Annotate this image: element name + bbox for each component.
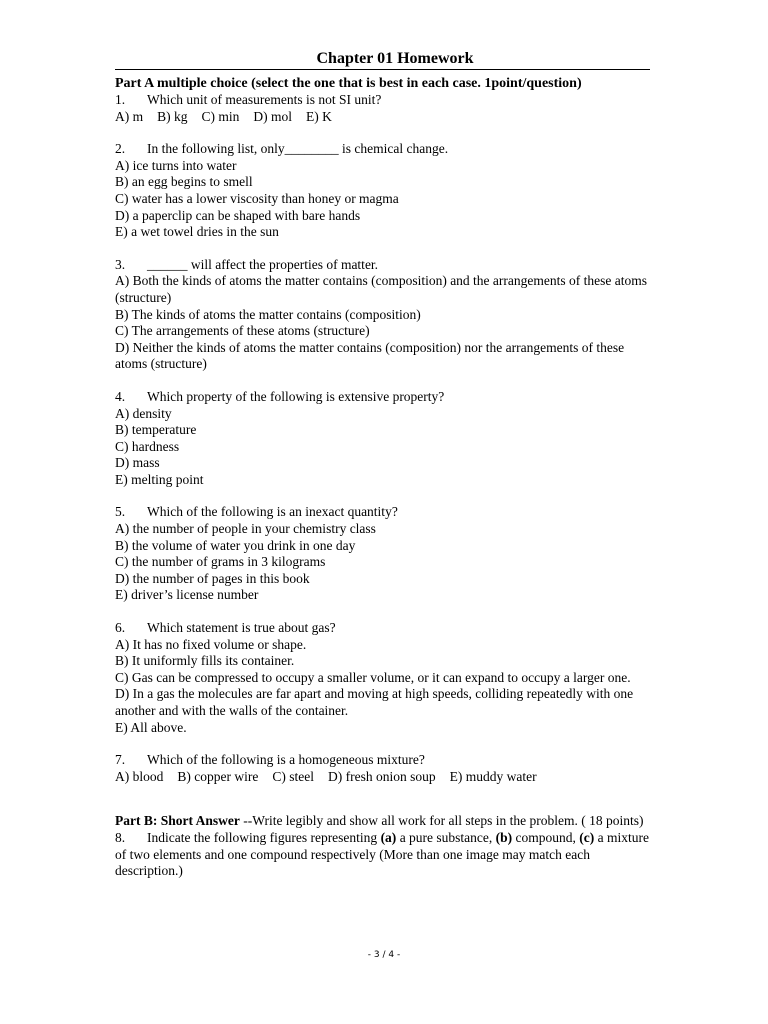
- option: D) the number of pages in this book: [115, 570, 310, 586]
- option: B) It uniformly fills its container.: [115, 653, 295, 669]
- option: E) K: [306, 108, 332, 124]
- option: C) steel: [272, 768, 314, 784]
- question-1-options: [115, 109, 655, 126]
- title-underline: [115, 69, 650, 70]
- question-3: 3. ______ will affect the properties of matter.: [115, 256, 379, 272]
- option: B) the volume of water you drink in one day: [115, 537, 356, 553]
- question-1: 1. Which unit of measurements is not SI unit?: [115, 92, 382, 107]
- part-b-header: Part B: Short Answer --Write legibly and show all work for all steps in the problem. ( 18 points): [115, 813, 644, 829]
- question-7-options: [115, 769, 655, 786]
- option: D) fresh onion soup: [327, 768, 436, 784]
- option: A) ice turns into water: [115, 157, 237, 173]
- option: C) Gas can be compressed to occupy a smaller volume, or it can expand to occupy a larger one.: [115, 669, 631, 685]
- option: E) melting point: [115, 471, 204, 487]
- option: A) It has no fixed volume or shape.: [115, 636, 307, 652]
- option: D) a paperclip can be shaped with bare hands: [115, 207, 361, 223]
- question-5: 5. Which of the following is an inexact quantity?: [115, 504, 398, 520]
- page-number: - 3 / 4 -: [367, 950, 401, 960]
- option: D) mass: [115, 455, 160, 471]
- option: D) Neither the kinds of atoms the matter contains (composition) nor the arrangements of these atoms (structure): [115, 339, 625, 372]
- option: A) density: [115, 405, 172, 421]
- option: C) water has a lower viscosity than honey or magma: [115, 190, 399, 206]
- option: A) the number of people in your chemistry class: [115, 521, 376, 537]
- page-title: Chapter 01 Homework: [316, 50, 474, 67]
- option: C) the number of grams in 3 kilograms: [115, 554, 326, 570]
- option: A) Both the kinds of atoms the matter contains (composition) and the arrangements of these atoms (structure): [115, 273, 647, 305]
- option: C) The arrangements of these atoms (structure): [115, 323, 370, 339]
- option: C) hardness: [115, 438, 180, 454]
- option: C) min: [201, 108, 240, 124]
- document-page: [115, 50, 655, 880]
- question-2: 2. In the following list, only________ is chemical change.: [115, 141, 449, 157]
- option: A) blood: [115, 768, 164, 784]
- answer-blank: ______: [147, 256, 188, 272]
- part-a-header: Part A multiple choice (select the one that is best in each case. 1point/question): [115, 76, 582, 91]
- option: D) In a gas the molecules are far apart and moving at high speeds, colliding repeatedly with one another and with the walls of the container.: [115, 686, 634, 718]
- option: B) temperature: [115, 422, 197, 438]
- option: E) All above.: [115, 719, 187, 735]
- question-8: 8. Indicate the following figures representing (a) a pure substance, (b) compound, (c) a mixture of two elements and one compound respectively (More than one image may match each description.): [115, 829, 649, 879]
- option: E) muddy water: [449, 768, 537, 784]
- option: B) copper wire: [177, 768, 259, 784]
- question-4: 4. Which property of the following is extensive property?: [115, 388, 445, 404]
- option: E) driver’s license number: [115, 587, 259, 603]
- option: B) kg: [157, 108, 188, 124]
- answer-blank: ________: [284, 141, 339, 157]
- option: B) The kinds of atoms the matter contains (composition): [115, 306, 421, 322]
- option: E) a wet towel dries in the sun: [115, 224, 279, 240]
- question-6: 6. Which statement is true about gas?: [115, 620, 336, 636]
- option: B) an egg begins to smell: [115, 174, 253, 190]
- question-7: 7. Which of the following is a homogeneous mixture?: [115, 752, 425, 768]
- option: D) mol: [253, 108, 293, 124]
- option: A) m: [115, 108, 144, 124]
